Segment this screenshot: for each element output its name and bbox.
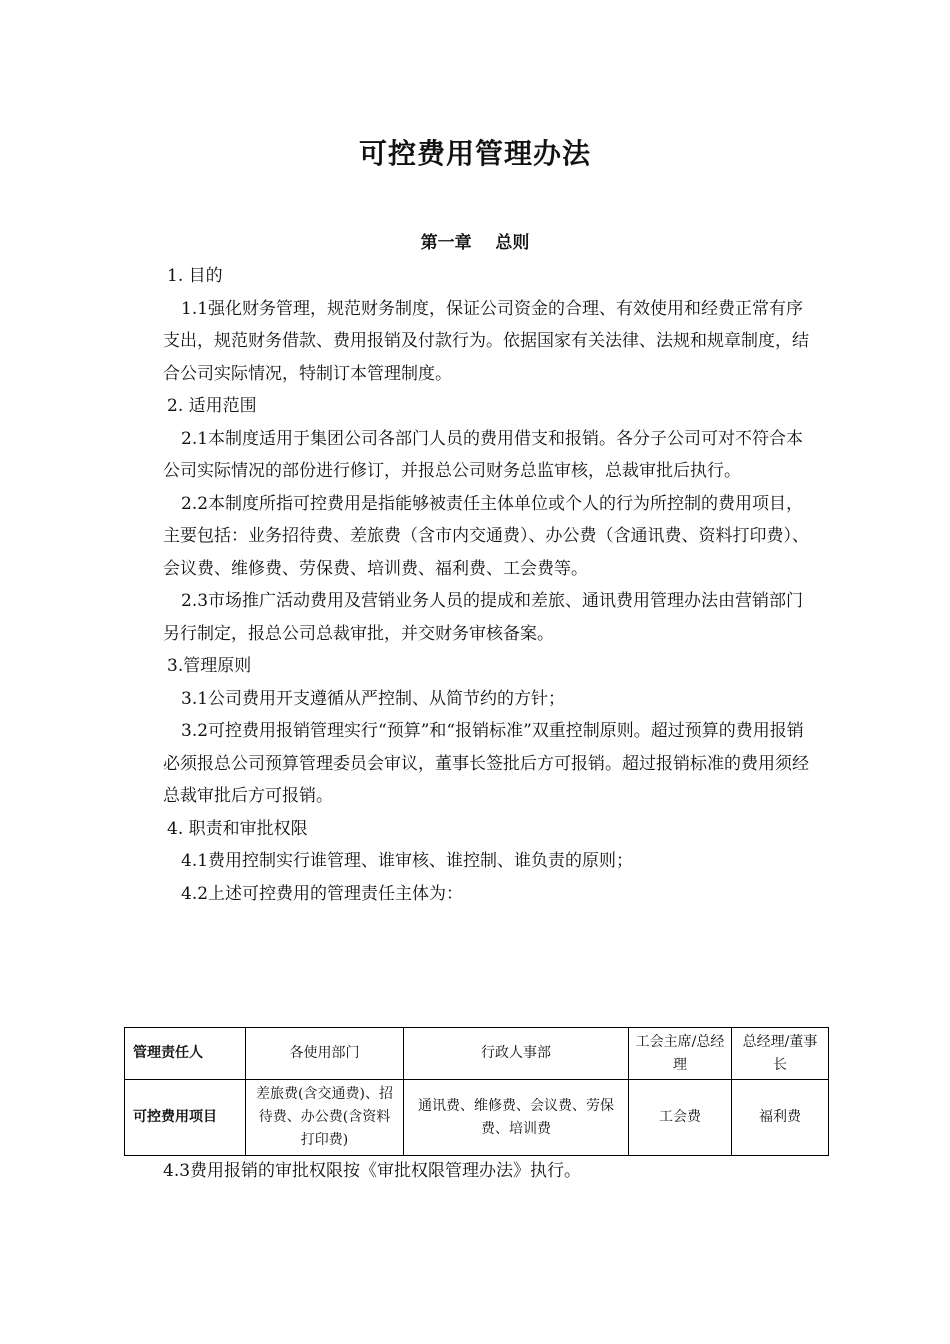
table-cell: 行政人事部 — [404, 1028, 629, 1080]
paragraph: 4.1费用控制实行谁管理、谁审核、谁控制、谁负责的原则； — [181, 851, 634, 871]
table-cell: 各使用部门 — [246, 1028, 404, 1080]
table-cell: 通讯费、维修费、会议费、劳保费、培训费 — [404, 1080, 629, 1156]
chapter-heading: 第一章 总则 — [420, 233, 530, 253]
section-heading: 2. 适用范围 — [167, 396, 257, 416]
section-heading: 4. 职责和审批权限 — [167, 818, 308, 839]
paragraph: 1.1强化财务管理，规范财务制度，保证公司资金的合理、有效使用和经费正常有序支出，规范财务借款、费用报销及付款行为。依据国家有关法律、法规和规章制度，结合公司实际情况，特制订本管理制度。 — [163, 298, 809, 384]
table-cell: 差旅费(含交通费)、招待费、办公费(含资料打印费) — [246, 1080, 404, 1156]
paragraph: 3.1公司费用开支遵循从严控制、从简节约的方针； — [181, 688, 566, 709]
table-cell: 福利费 — [732, 1080, 829, 1156]
table-row — [125, 1080, 829, 1156]
table-cell: 管理责任人 — [125, 1028, 246, 1080]
paragraph: 4.3费用报销的审批权限按《审批权限管理办法》执行。 — [163, 1161, 582, 1181]
paragraph: 3.2可控费用报销管理实行“预算”和“报销标准”双重控制原则。超过预算的费用报销必须报总公司预算管理委员会审议，董事长签批后方可报销。超过报销标准的费用须经总裁审批后方可报销。 — [163, 721, 809, 806]
responsibility-table — [124, 1027, 829, 1156]
table-cell: 工会主席/总经理 — [629, 1028, 732, 1080]
paragraph: 4.2上述可控费用的管理责任主体为： — [181, 883, 464, 904]
table-cell: 工会费 — [629, 1080, 732, 1156]
section-heading: 3.管理原则 — [167, 656, 252, 676]
paragraph: 2.3市场推广活动费用及营销业务人员的提成和差旅、通讯费用管理办法由营销部门另行制定，报总公司总裁审批，并交财务审核备案。 — [163, 591, 804, 644]
paragraph: 2.2本制度所指可控费用是指能够被责任主体单位或个人的行为所控制的费用项目，主要包括：业务招待费、差旅费（含市内交通费）、办公费（含通讯费、资料打印费）、会议费、维修费、劳保费、培训费、福利费、工会费等。 — [163, 493, 809, 579]
section-heading: 1. 目的 — [167, 266, 223, 286]
table-cell: 可控费用项目 — [125, 1080, 246, 1156]
table-header-row — [125, 1028, 829, 1080]
document-body — [145, 260, 810, 910]
table-cell: 总经理/董事长 — [732, 1028, 829, 1080]
paragraph: 2.1本制度适用于集团公司各部门人员的费用借支和报销。各分子公司可对不符合本公司实际情况的部份进行修订，并报总公司财务总监审核，总裁审批后执行。 — [163, 428, 804, 481]
document-title: 可控费用管理办法 — [358, 137, 591, 170]
